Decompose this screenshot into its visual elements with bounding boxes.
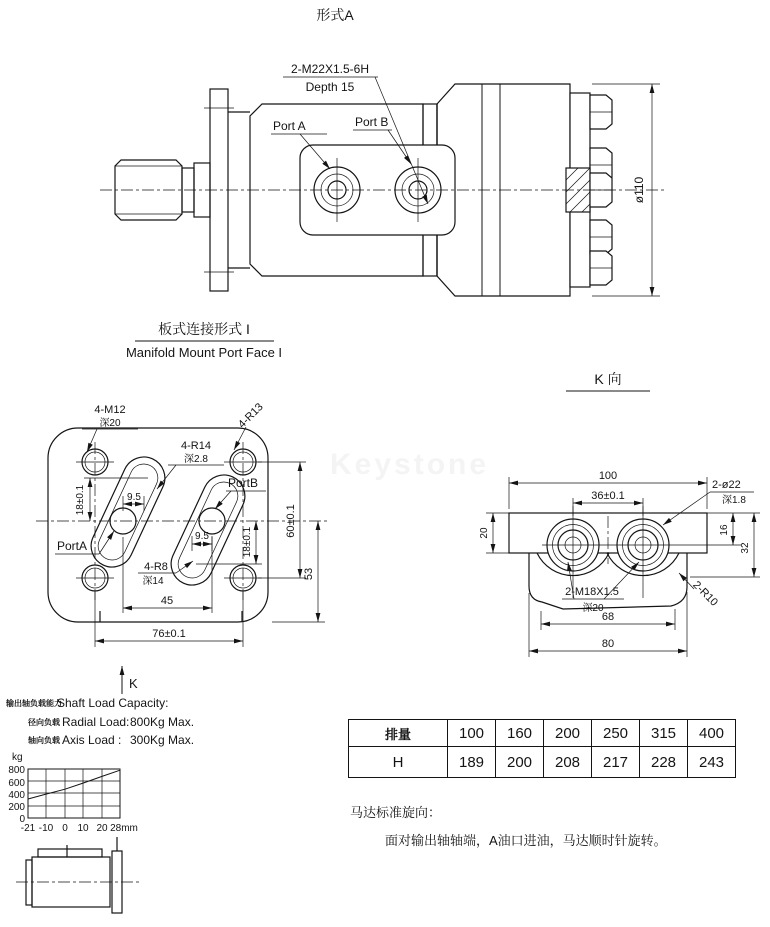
label-depth-1-8: 深1.8: [722, 495, 746, 506]
thread-callout-line2: Depth 15: [305, 80, 355, 94]
load-heading-cn: 输出轴负载能力: [6, 699, 62, 708]
chart-x-tick: -10: [38, 823, 54, 834]
chart-y-tick: 800: [8, 765, 25, 776]
counterbore-callout: [663, 479, 754, 525]
load-curve: [28, 770, 120, 799]
port-b-label: Port B: [355, 115, 389, 129]
label-4-r13: 4-R13: [236, 401, 266, 431]
k-direction-label: K: [129, 676, 138, 691]
label-depth-2-8: 深2.8: [184, 454, 208, 465]
table-cell: 250: [592, 720, 640, 747]
radial-label-cn: 径向负载: [28, 718, 60, 727]
dia-110-label: ø110: [632, 176, 646, 204]
table-cell: 315: [640, 720, 688, 747]
radial-value: 800Kg Max.: [130, 715, 195, 729]
manifold-title-cn: 板式连接形式 I: [158, 321, 250, 337]
svg-text:9.5: 9.5: [127, 492, 141, 503]
table-cell: 217: [592, 747, 640, 778]
radial-label-en: Radial Load:: [62, 715, 130, 729]
dim-20: [479, 513, 529, 553]
svg-text:18±0.1: 18±0.1: [75, 484, 86, 516]
label-4-r14: 4-R14: [181, 440, 211, 452]
k-view-title: K 向: [594, 371, 622, 387]
table-cell: 208: [544, 747, 592, 778]
svg-text:100: 100: [598, 470, 618, 482]
watermark: Keystone: [330, 448, 490, 481]
axial-value: 300Kg Max.: [130, 733, 195, 747]
svg-text:45: 45: [160, 595, 174, 607]
chart-x-tick: 10: [77, 823, 89, 834]
shaft-sketch: [16, 837, 140, 913]
label-depth-20-k: 深20: [582, 603, 604, 614]
label-4-m12: 4-M12: [94, 404, 126, 416]
axial-label-en: Axis Load :: [62, 733, 122, 747]
label-2-r10: 2-R10: [690, 579, 720, 609]
r14-callout: [157, 440, 224, 489]
thread-callout-line1: 2-M22X1.5-6H: [290, 62, 370, 76]
rotation-note: [350, 805, 667, 849]
label-port-a: PortA: [57, 539, 88, 553]
port-a-callout-2: [55, 531, 114, 554]
displacement-table: [348, 719, 736, 778]
table-cell: 200: [496, 747, 544, 778]
svg-text:76±0.1: 76±0.1: [152, 628, 186, 640]
port-b-callout-2: [215, 476, 266, 509]
svg-text:36±0.1: 36±0.1: [591, 490, 625, 502]
label-2-m18: 2-M18X1.5: [565, 586, 619, 598]
chart-x-tick: -21: [20, 823, 36, 834]
chart-y-tick: 0: [19, 814, 25, 825]
rotation-note-line2: 面对输出轴轴端，A油口进油，马达顺时针旋转。: [385, 833, 667, 848]
load-chart: [8, 752, 138, 834]
port-slot-left: [84, 450, 172, 574]
svg-text:16: 16: [719, 524, 730, 536]
r10-callout: [679, 573, 720, 609]
dim-80: [529, 592, 687, 657]
svg-text:53: 53: [303, 567, 315, 581]
svg-text:18±0.1: 18±0.1: [242, 526, 253, 558]
chart-x-tick: 28mm: [110, 823, 138, 834]
svg-text:32: 32: [740, 542, 751, 554]
chart-x-tick: 0: [62, 823, 68, 834]
label-4-r8: 4-R8: [144, 561, 168, 573]
svg-text:60±0.1: 60±0.1: [285, 504, 297, 538]
shaft-load-capacity: [5, 696, 194, 747]
dim-68: [541, 609, 675, 630]
dim-45: [123, 537, 212, 613]
manifold-title-en: Manifold Mount Port Face I: [125, 345, 283, 360]
table-cell: 400: [688, 720, 736, 747]
label-port-b: PortB: [228, 476, 259, 490]
table-header-displacement: 排量: [349, 720, 448, 747]
dim-36: [573, 490, 643, 516]
label-depth-14: 深14: [142, 576, 164, 587]
dim-53: [272, 521, 325, 622]
svg-text:68: 68: [601, 611, 615, 623]
chart-y-tick: 200: [8, 802, 25, 813]
dim-16: [674, 513, 760, 545]
chart-x-tick: 20: [96, 823, 108, 834]
form-a-view: [100, 7, 664, 296]
label-2-d22: 2-ø22: [712, 479, 741, 491]
table-header-h: H: [349, 747, 448, 778]
chart-y-tick: 400: [8, 790, 25, 801]
port-a-label: Port A: [273, 119, 306, 133]
flange-outline: [48, 428, 268, 622]
dim-18-right: [196, 521, 262, 564]
chart-ylabel: kg: [12, 752, 23, 763]
label-depth-20: 深20: [99, 418, 121, 429]
k-direction-arrow: [122, 666, 138, 694]
form-a-title: 形式A: [316, 7, 354, 23]
axial-label-cn: 轴向负载: [28, 736, 60, 745]
table-cell: 160: [496, 720, 544, 747]
rotation-note-line1: 马达标准旋向：: [350, 805, 442, 820]
table-cell: 228: [640, 747, 688, 778]
table-cell: 100: [448, 720, 496, 747]
svg-text:20: 20: [479, 527, 490, 539]
k-view: [479, 371, 760, 657]
chart-y-tick: 600: [8, 778, 25, 789]
table-cell: 243: [688, 747, 736, 778]
dim-60: [258, 462, 306, 578]
svg-text:80: 80: [601, 638, 615, 650]
manifold-view: [36, 321, 330, 694]
r13-callout: [234, 401, 266, 450]
load-heading-en: Shaft Load Capacity:: [57, 696, 169, 710]
svg-text:9.5: 9.5: [195, 531, 209, 542]
table-cell: 200: [544, 720, 592, 747]
table-cell: 189: [448, 747, 496, 778]
